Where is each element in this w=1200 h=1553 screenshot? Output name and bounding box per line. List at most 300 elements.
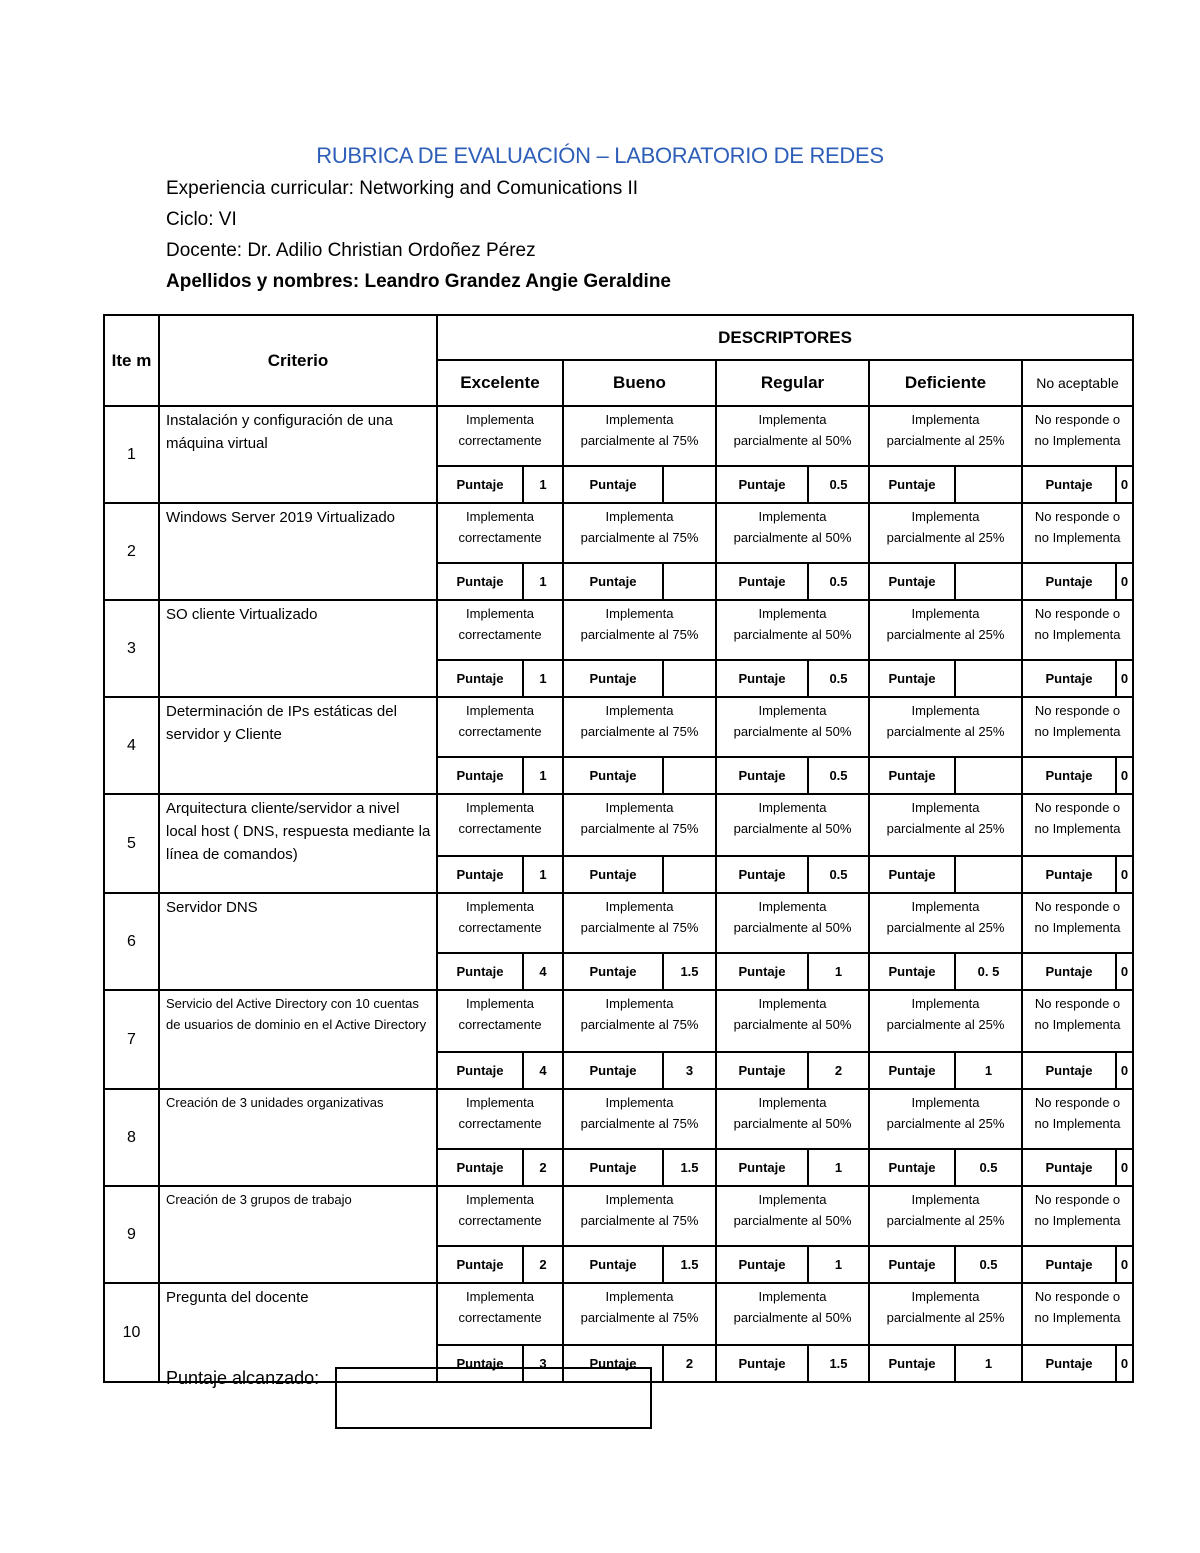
descriptor-line: No responde o — [1034, 1192, 1121, 1207]
descriptor-line: no Implementa — [1034, 1213, 1121, 1228]
descriptor-cell — [869, 600, 1022, 660]
score-value[interactable]: 1 — [808, 954, 868, 989]
descriptor-line: Implementa — [466, 703, 534, 718]
descriptor-line: Implementa — [758, 1192, 827, 1207]
score-value[interactable]: 1 — [523, 758, 562, 793]
descriptor-cell — [563, 503, 716, 563]
puntaje-label: Puntaje — [738, 768, 786, 783]
score-value[interactable] — [663, 564, 715, 599]
descriptor-line: correctamente — [458, 920, 542, 935]
descriptor-cell — [1022, 794, 1133, 856]
descriptor-cell — [716, 503, 869, 563]
criterion-text: Servidor DNS — [159, 893, 437, 990]
descriptor-line: Implementa — [758, 800, 827, 815]
score-value[interactable]: 1.5 — [808, 1346, 868, 1381]
descriptor-line: parcialmente al 25% — [886, 920, 1005, 935]
descriptor-line: Implementa — [466, 1289, 534, 1304]
score-value[interactable]: 0 — [1116, 1346, 1132, 1381]
puntaje-label: Puntaje — [738, 671, 786, 686]
descriptor-cell — [716, 1283, 869, 1345]
score-value[interactable]: 1 — [955, 1053, 1021, 1088]
puntaje-label: Puntaje — [589, 1063, 637, 1078]
descriptor-line: correctamente — [458, 724, 542, 739]
score-value[interactable]: 2 — [523, 1150, 562, 1185]
descriptor-line: Implementa — [911, 996, 980, 1011]
header-level: No aceptable — [1022, 360, 1133, 406]
score-cell — [437, 563, 563, 600]
descriptor-line: no Implementa — [1034, 724, 1121, 739]
puntaje-label: Puntaje — [589, 964, 637, 979]
score-cell — [869, 1246, 1022, 1283]
score-value[interactable]: 0.5 — [808, 661, 868, 696]
criterion-text: Arquitectura cliente/servidor a nivel local host ( DNS, respuesta mediante la línea de comandos) — [159, 794, 437, 893]
ciclo: Ciclo: VI — [166, 209, 237, 230]
score-cell — [1022, 660, 1133, 697]
descriptor-cell — [716, 893, 869, 953]
total-score-box[interactable] — [335, 1367, 652, 1429]
score-value[interactable] — [955, 758, 1021, 793]
score-cell — [1022, 1052, 1133, 1089]
puntaje-label: Puntaje — [456, 477, 504, 492]
puntaje-label: Puntaje — [589, 671, 637, 686]
puntaje-label: Puntaje — [589, 574, 637, 589]
score-value[interactable]: 2 — [808, 1053, 868, 1088]
descriptor-cell — [1022, 990, 1133, 1052]
descriptor-cell — [563, 1186, 716, 1246]
item-number: 9 — [104, 1186, 159, 1283]
descriptor-line: parcialmente al 75% — [580, 1116, 699, 1131]
descriptor-line: Implementa — [758, 899, 827, 914]
descriptor-cell — [563, 406, 716, 466]
descriptor-line: parcialmente al 25% — [886, 1017, 1005, 1032]
puntaje-label: Puntaje — [888, 1063, 936, 1078]
descriptor-line: parcialmente al 75% — [580, 920, 699, 935]
header-item: Ite m — [104, 315, 159, 406]
score-value[interactable] — [955, 857, 1021, 892]
descriptor-cell — [437, 697, 563, 757]
puntaje-label: Puntaje — [888, 1356, 936, 1371]
descriptor-cell — [716, 600, 869, 660]
score-value[interactable]: 1 — [523, 661, 562, 696]
descriptor-line: Implementa — [911, 412, 980, 427]
puntaje-label: Puntaje — [738, 964, 786, 979]
descriptor-cell — [437, 406, 563, 466]
descriptor-line: parcialmente al 50% — [733, 1116, 852, 1131]
score-cell — [437, 1052, 563, 1089]
descriptor-line: Implementa — [911, 1192, 980, 1207]
score-value[interactable]: 1 — [808, 1247, 868, 1282]
score-value[interactable]: 4 — [523, 1053, 562, 1088]
puntaje-label: Puntaje — [1045, 768, 1093, 783]
descriptor-line: parcialmente al 50% — [733, 530, 852, 545]
score-value[interactable]: 0 — [1116, 661, 1132, 696]
puntaje-label: Puntaje — [1045, 1257, 1093, 1272]
descriptor-line: No responde o — [1034, 1095, 1121, 1110]
score-value[interactable]: 0 — [1116, 1150, 1132, 1185]
score-cell — [563, 856, 716, 893]
descriptor-line: Implementa — [466, 899, 534, 914]
score-value[interactable]: 0. 5 — [955, 954, 1021, 989]
score-value[interactable] — [955, 661, 1021, 696]
score-cell — [1022, 953, 1133, 990]
descriptor-cell — [563, 1089, 716, 1149]
header-level: Deficiente — [869, 360, 1022, 406]
descriptor-line: parcialmente al 25% — [886, 1310, 1005, 1325]
score-cell — [869, 1345, 1022, 1382]
descriptor-cell — [437, 503, 563, 563]
docente: Docente: Dr. Adilio Christian Ordoñez Pérez — [166, 240, 536, 261]
descriptor-line: parcialmente al 50% — [733, 627, 852, 642]
score-cell — [716, 953, 869, 990]
descriptor-line: No responde o — [1034, 509, 1121, 524]
score-cell — [563, 466, 716, 503]
descriptor-line: no Implementa — [1034, 1310, 1121, 1325]
puntaje-label: Puntaje — [456, 671, 504, 686]
descriptor-line: Implementa — [911, 1289, 980, 1304]
descriptor-line: parcialmente al 50% — [733, 821, 852, 836]
descriptor-line: Implementa — [758, 606, 827, 621]
score-value[interactable]: 1.5 — [663, 954, 715, 989]
puntaje-label: Puntaje — [888, 477, 936, 492]
score-cell — [869, 856, 1022, 893]
descriptor-line: Implementa — [758, 1095, 827, 1110]
descriptor-line: parcialmente al 75% — [580, 1310, 699, 1325]
descriptor-cell — [563, 1283, 716, 1345]
score-value[interactable]: 2 — [523, 1247, 562, 1282]
score-cell — [1022, 563, 1133, 600]
score-cell — [563, 660, 716, 697]
puntaje-label: Puntaje — [456, 768, 504, 783]
puntaje-label: Puntaje — [456, 1257, 504, 1272]
score-value[interactable]: 1 — [808, 1150, 868, 1185]
descriptor-line: Implementa — [466, 509, 534, 524]
item-number: 3 — [104, 600, 159, 697]
puntaje-label: Puntaje — [456, 964, 504, 979]
score-cell — [563, 953, 716, 990]
score-cell — [716, 1345, 869, 1382]
criterion-text: Creación de 3 grupos de trabajo — [159, 1186, 437, 1283]
header-criterio: Criterio — [159, 315, 437, 406]
score-value[interactable]: 2 — [663, 1346, 715, 1381]
descriptor-line: parcialmente al 75% — [580, 627, 699, 642]
score-cell — [1022, 1246, 1133, 1283]
score-cell — [716, 563, 869, 600]
descriptor-line: parcialmente al 25% — [886, 821, 1005, 836]
descriptor-line: Implementa — [605, 1095, 674, 1110]
descriptor-line: Implementa — [911, 1095, 980, 1110]
header-descriptores: DESCRIPTORES — [437, 315, 1133, 360]
table-row — [104, 990, 1133, 1052]
descriptor-line: Implementa — [605, 509, 674, 524]
score-cell — [716, 1149, 869, 1186]
score-value[interactable] — [663, 857, 715, 892]
criterion-text: Creación de 3 unidades organizativas — [159, 1089, 437, 1186]
puntaje-label: Puntaje — [456, 574, 504, 589]
descriptor-line: Implementa — [466, 606, 534, 621]
score-cell — [869, 660, 1022, 697]
score-value[interactable]: 0.5 — [955, 1150, 1021, 1185]
descriptor-line: correctamente — [458, 1310, 542, 1325]
descriptor-line: parcialmente al 25% — [886, 627, 1005, 642]
puntaje-label: Puntaje — [1045, 867, 1093, 882]
descriptor-cell — [869, 697, 1022, 757]
score-value[interactable]: 0 — [1116, 1053, 1132, 1088]
descriptor-line: Implementa — [758, 703, 827, 718]
table-row — [104, 1283, 1133, 1345]
item-number: 8 — [104, 1089, 159, 1186]
score-cell — [716, 660, 869, 697]
score-value[interactable] — [955, 467, 1021, 502]
puntaje-label: Puntaje — [1045, 671, 1093, 686]
puntaje-label: Puntaje — [1045, 964, 1093, 979]
descriptor-line: Implementa — [758, 996, 827, 1011]
score-cell — [563, 1149, 716, 1186]
puntaje-label: Puntaje — [1045, 1160, 1093, 1175]
puntaje-label: Puntaje — [1045, 477, 1093, 492]
descriptor-line: parcialmente al 25% — [886, 1116, 1005, 1131]
criterion-text: Windows Server 2019 Virtualizado — [159, 503, 437, 600]
puntaje-label: Puntaje — [738, 1160, 786, 1175]
descriptor-cell — [563, 893, 716, 953]
descriptor-cell — [1022, 1186, 1133, 1246]
item-number: 4 — [104, 697, 159, 794]
score-cell — [869, 466, 1022, 503]
score-cell — [716, 757, 869, 794]
puntaje-label: Puntaje — [589, 768, 637, 783]
item-number: 2 — [104, 503, 159, 600]
descriptor-cell — [716, 406, 869, 466]
score-cell — [437, 1149, 563, 1186]
puntaje-label: Puntaje — [738, 1356, 786, 1371]
table-row — [104, 697, 1133, 757]
descriptor-cell — [563, 600, 716, 660]
descriptor-line: parcialmente al 50% — [733, 724, 852, 739]
descriptor-cell — [563, 697, 716, 757]
score-value[interactable]: 0 — [1116, 467, 1132, 502]
puntaje-label: Puntaje — [738, 1063, 786, 1078]
descriptor-line: Implementa — [911, 703, 980, 718]
score-value[interactable]: 3 — [663, 1053, 715, 1088]
score-cell — [437, 953, 563, 990]
descriptor-cell — [437, 1186, 563, 1246]
puntaje-label: Puntaje — [589, 1257, 637, 1272]
puntaje-label: Puntaje — [589, 1356, 637, 1371]
descriptor-line: Implementa — [911, 509, 980, 524]
descriptor-cell — [716, 794, 869, 856]
descriptor-line: Implementa — [758, 412, 827, 427]
puntaje-label: Puntaje — [738, 477, 786, 492]
score-value[interactable]: 0 — [1116, 1247, 1132, 1282]
score-cell — [869, 1149, 1022, 1186]
puntaje-label: Puntaje — [589, 867, 637, 882]
descriptor-line: Implementa — [466, 996, 534, 1011]
descriptor-cell — [716, 1186, 869, 1246]
score-cell — [563, 563, 716, 600]
descriptor-line: correctamente — [458, 1213, 542, 1228]
descriptor-line: correctamente — [458, 1116, 542, 1131]
score-value[interactable]: 1.5 — [663, 1150, 715, 1185]
score-value[interactable] — [663, 661, 715, 696]
score-cell — [716, 466, 869, 503]
header-level: Bueno — [563, 360, 716, 406]
score-cell — [563, 1052, 716, 1089]
puntaje-label: Puntaje — [456, 867, 504, 882]
score-cell — [437, 1246, 563, 1283]
score-cell — [1022, 466, 1133, 503]
puntaje-label: Puntaje — [1045, 1063, 1093, 1078]
score-value[interactable]: 0 — [1116, 954, 1132, 989]
puntaje-label: Puntaje — [456, 1063, 504, 1078]
score-value[interactable]: 0 — [1116, 857, 1132, 892]
descriptor-cell — [869, 893, 1022, 953]
score-cell — [437, 466, 563, 503]
score-cell — [1022, 1149, 1133, 1186]
score-value[interactable]: 0 — [1116, 564, 1132, 599]
score-value[interactable] — [955, 564, 1021, 599]
score-cell — [437, 757, 563, 794]
puntaje-label: Puntaje — [589, 477, 637, 492]
descriptor-line: parcialmente al 75% — [580, 821, 699, 836]
criterion-text: Determinación de IPs estáticas del servidor y Cliente — [159, 697, 437, 794]
table-row — [104, 406, 1133, 466]
puntaje-label: Puntaje — [456, 1160, 504, 1175]
descriptor-line: parcialmente al 50% — [733, 1213, 852, 1228]
score-cell — [716, 1052, 869, 1089]
score-cell — [869, 953, 1022, 990]
total-label: Puntaje alcanzado: — [166, 1368, 320, 1388]
descriptor-cell — [869, 990, 1022, 1052]
item-number: 10 — [104, 1283, 159, 1382]
puntaje-label: Puntaje — [738, 574, 786, 589]
descriptor-line: no Implementa — [1034, 530, 1121, 545]
score-cell — [716, 856, 869, 893]
descriptor-line: Implementa — [605, 899, 674, 914]
score-value[interactable]: 0.5 — [808, 467, 868, 502]
puntaje-label: Puntaje — [888, 1160, 936, 1175]
descriptor-line: Implementa — [605, 996, 674, 1011]
descriptor-line: no Implementa — [1034, 1017, 1121, 1032]
descriptor-line: parcialmente al 50% — [733, 433, 852, 448]
descriptor-line: Implementa — [758, 509, 827, 524]
descriptor-cell — [437, 1283, 563, 1345]
descriptor-cell — [869, 1186, 1022, 1246]
table-row — [104, 503, 1133, 563]
rubric-table — [103, 314, 1134, 1383]
criterion-text: Instalación y configuración de una máquina virtual — [159, 406, 437, 503]
score-cell — [869, 757, 1022, 794]
puntaje-label: Puntaje — [1045, 574, 1093, 589]
score-cell — [437, 856, 563, 893]
descriptor-line: correctamente — [458, 627, 542, 642]
descriptor-line: No responde o — [1034, 703, 1121, 718]
table-row — [104, 794, 1133, 856]
score-cell — [1022, 1345, 1133, 1382]
descriptor-cell — [437, 794, 563, 856]
descriptor-line: correctamente — [458, 1017, 542, 1032]
descriptor-line: no Implementa — [1034, 433, 1121, 448]
puntaje-label: Puntaje — [888, 867, 936, 882]
descriptor-cell — [869, 1283, 1022, 1345]
student-name: Apellidos y nombres: Leandro Grandez Angie Geraldine — [166, 271, 672, 292]
score-value[interactable]: 0.5 — [808, 564, 868, 599]
puntaje-label: Puntaje — [888, 964, 936, 979]
score-value[interactable]: 1 — [523, 467, 562, 502]
descriptor-line: parcialmente al 50% — [733, 920, 852, 935]
descriptor-cell — [1022, 503, 1133, 563]
score-cell — [563, 1246, 716, 1283]
puntaje-label: Puntaje — [589, 1160, 637, 1175]
experiencia-curricular: Experiencia curricular: Networking and Comunications II — [166, 178, 639, 199]
descriptor-line: Implementa — [605, 606, 674, 621]
descriptor-cell — [1022, 600, 1133, 660]
puntaje-label: Puntaje — [888, 671, 936, 686]
score-value[interactable]: 3 — [523, 1346, 562, 1381]
descriptor-line: no Implementa — [1034, 1116, 1121, 1131]
score-cell — [716, 1246, 869, 1283]
descriptor-line: Implementa — [466, 1192, 534, 1207]
puntaje-label: Puntaje — [888, 768, 936, 783]
score-cell — [437, 660, 563, 697]
descriptor-line: correctamente — [458, 821, 542, 836]
puntaje-label: Puntaje — [456, 1356, 504, 1371]
score-value[interactable]: 0 — [1116, 758, 1132, 793]
descriptor-line: parcialmente al 25% — [886, 724, 1005, 739]
header-level: Regular — [716, 360, 869, 406]
score-value[interactable]: 0.5 — [955, 1247, 1021, 1282]
item-number: 5 — [104, 794, 159, 893]
score-value[interactable]: 4 — [523, 954, 562, 989]
descriptor-line: Implementa — [758, 1289, 827, 1304]
descriptor-line: parcialmente al 50% — [733, 1310, 852, 1325]
score-value[interactable]: 0.5 — [808, 857, 868, 892]
descriptor-line: parcialmente al 25% — [886, 530, 1005, 545]
descriptor-line: no Implementa — [1034, 627, 1121, 642]
score-cell — [1022, 856, 1133, 893]
descriptor-line: Implementa — [911, 606, 980, 621]
descriptor-cell — [437, 600, 563, 660]
table-row — [104, 1186, 1133, 1246]
puntaje-label: Puntaje — [888, 574, 936, 589]
descriptor-line: No responde o — [1034, 1289, 1121, 1304]
descriptor-cell — [437, 990, 563, 1052]
descriptor-cell — [1022, 697, 1133, 757]
descriptor-line: parcialmente al 50% — [733, 1017, 852, 1032]
descriptor-line: no Implementa — [1034, 821, 1121, 836]
descriptor-line: Implementa — [605, 412, 674, 427]
header-level: Excelente — [437, 360, 563, 406]
score-value[interactable]: 1 — [955, 1346, 1021, 1381]
score-value[interactable]: 1 — [523, 857, 562, 892]
score-value[interactable]: 1.5 — [663, 1247, 715, 1282]
puntaje-label: Puntaje — [738, 1257, 786, 1272]
table-row — [104, 600, 1133, 660]
score-value[interactable] — [663, 758, 715, 793]
descriptor-line: No responde o — [1034, 996, 1121, 1011]
score-cell — [869, 1052, 1022, 1089]
descriptor-cell — [869, 1089, 1022, 1149]
score-value[interactable]: 0.5 — [808, 758, 868, 793]
descriptor-cell — [1022, 1283, 1133, 1345]
score-cell — [563, 757, 716, 794]
item-number: 6 — [104, 893, 159, 990]
puntaje-label: Puntaje — [738, 867, 786, 882]
score-value[interactable]: 1 — [523, 564, 562, 599]
descriptor-cell — [563, 794, 716, 856]
score-value[interactable] — [663, 467, 715, 502]
descriptor-line: Implementa — [605, 800, 674, 815]
descriptor-line: parcialmente al 75% — [580, 433, 699, 448]
descriptor-cell — [716, 990, 869, 1052]
